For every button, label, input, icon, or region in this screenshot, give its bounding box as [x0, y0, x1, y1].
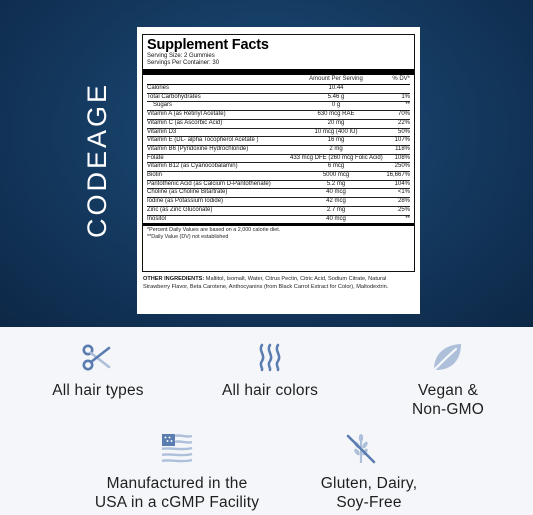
nutrient-amount: 2.7 mg [326, 206, 346, 213]
nutrient-name: Vitamin A (as Retinyl Acetate) [147, 111, 226, 118]
nutrient-amount: 10.44 [328, 85, 344, 91]
nutrient-amount: 5.46 g [327, 93, 345, 100]
nutrient-name: Iodine (as Potassium Iodide) [147, 198, 224, 205]
facts-row [147, 111, 410, 120]
nutrient-dv: 70% [397, 111, 410, 118]
nutrient-amount: 42 mcg [326, 198, 346, 205]
facts-row [147, 172, 410, 181]
nutrient-amount: 2 mg [329, 145, 343, 152]
nutrient-name: Vitamin E (DL- alpha Tocopherol Acetate ) [147, 137, 259, 144]
footnote-not-established: **Daily Value (DV) not established [147, 234, 229, 241]
nutrient-dv: 250% [394, 163, 410, 170]
servings-per-container: Servings Per Container: 30 [147, 60, 220, 66]
facts-title: Supplement Facts [147, 37, 269, 53]
feature-label-line-1: Vegan & [417, 382, 478, 399]
no-wheat-icon [344, 432, 378, 466]
nutrient-name: Calories [147, 85, 170, 91]
facts-row [147, 146, 410, 155]
facts-row [147, 94, 410, 103]
nutrient-amount: 6 mcg [327, 163, 345, 170]
nutrient-amount: 40 mcg [326, 189, 346, 196]
nutrient-dv: 1% [401, 93, 410, 100]
nutrient-amount: 5.2 mg [326, 180, 346, 187]
nutrient-name: Vitamin C (as Ascorbic Acid) [147, 119, 223, 126]
feature-label-line-1: Gluten, Dairy, [320, 475, 418, 492]
feature-label: All hair types [52, 382, 144, 399]
feature-label-line-2: Non-GMO [411, 401, 485, 418]
nutrient-amount: 10 mcg (400 IU) [314, 128, 358, 135]
facts-row [147, 163, 410, 172]
nutrient-name: Biotin [147, 172, 163, 179]
nutrient-dv: <1% [397, 189, 410, 196]
nutrient-dv: 104% [394, 180, 410, 187]
usa-flag-icon [160, 432, 194, 464]
facts-row [147, 216, 410, 224]
feature-gluten-dairy-soy-free [294, 474, 444, 512]
feature-all-hair-colors [200, 381, 340, 400]
header-dv: % DV* [392, 76, 410, 82]
serving-size: Serving Size: 2 Gummies [147, 53, 215, 59]
feature-all-hair-types [30, 381, 166, 400]
facts-row [147, 207, 410, 216]
facts-row [147, 189, 410, 198]
facts-row [147, 137, 410, 146]
nutrient-name: Vitamin D3 [147, 128, 177, 135]
nutrient-amount: 0 g [331, 102, 341, 109]
facts-row [147, 85, 410, 94]
nutrient-name: Vitamin B6 (Pyridoxine Hydrochloride) [147, 145, 249, 152]
nutrient-amount: 16 mg [327, 137, 345, 144]
features-section [0, 327, 533, 515]
feature-made-in-usa [82, 474, 272, 512]
nutrient-name: Folate [147, 154, 164, 161]
facts-row [147, 181, 410, 190]
header-amount: Amount Per Serving [309, 76, 363, 82]
facts-row [147, 120, 410, 129]
nutrient-dv: 16,667% [386, 172, 410, 179]
footnote-dv: *Percent Daily Values are based on a 2,000 calorie diet. [147, 226, 281, 233]
facts-row [147, 102, 410, 111]
feature-label-line-2: Soy-Free [336, 494, 402, 511]
other-ingredients-text: Maltitol, Isomalt, Water, Citrus Pectin, Citric Acid, Sodium Citrate, Natural Strawberry Flavor, Beta Carotene, Anthocyanins (from Black Carrot Extract for Color), Maltodextrin. [143, 276, 389, 291]
nutrient-dv [382, 85, 410, 93]
nutrient-amount: 630 mcg RAE [317, 111, 355, 118]
nutrient-dv: 22% [397, 119, 410, 126]
feature-label-line-2: USA in a cGMP Facility [94, 494, 260, 511]
feature-label: All hair colors [221, 382, 319, 399]
nutrient-dv: 28% [397, 198, 410, 205]
nutrient-name: Pantothenic Acid (as Calcium D-Pantothenate) [147, 180, 271, 187]
leaf-icon [430, 340, 464, 374]
nutrient-dv: 118% [395, 145, 410, 152]
nutrient-name: Inositol [147, 215, 167, 222]
nutrient-name: Total Carbohydrates [147, 93, 201, 100]
hair-waves-icon [257, 342, 283, 372]
scissors-icon [81, 342, 113, 374]
nutrient-dv: 108% [394, 154, 410, 161]
facts-rows [147, 85, 410, 223]
nutrient-amount: 20 mg [327, 119, 345, 126]
brand-name: CODEAGE [82, 81, 112, 239]
other-ingredients [142, 272, 415, 291]
supplement-facts-panel [137, 27, 420, 314]
nutrient-dv: ** [405, 215, 410, 222]
nutrient-amount: 433 mcg DFE (260 mcg Folic Acid) [290, 154, 383, 161]
facts-row [147, 198, 410, 207]
facts-row [147, 129, 410, 138]
nutrient-amount: 40 mcg [326, 215, 346, 222]
nutrient-dv: ** [405, 102, 410, 109]
nutrient-name: Sugars [153, 102, 173, 109]
facts-header-row [147, 75, 410, 85]
other-ingredients-label: OTHER INGREDIENTS: [143, 276, 205, 282]
supplement-facts-table [142, 34, 415, 272]
nutrient-amount: 5000 mcg [322, 172, 350, 179]
nutrient-dv: 25% [397, 206, 410, 213]
facts-row [147, 155, 410, 164]
feature-label-line-1: Manufactured in the [106, 475, 248, 492]
nutrient-name: Zinc (as Zinc Gluconate) [147, 206, 213, 213]
feature-vegan-non-gmo [388, 381, 508, 419]
nutrient-dv: 50% [397, 128, 410, 135]
nutrient-dv: 107% [394, 137, 410, 144]
nutrient-name: Choline (as Choline Bitartrate) [147, 189, 228, 196]
nutrient-name: Vitamin B12 (as Cyanocobalamin) [147, 163, 238, 170]
